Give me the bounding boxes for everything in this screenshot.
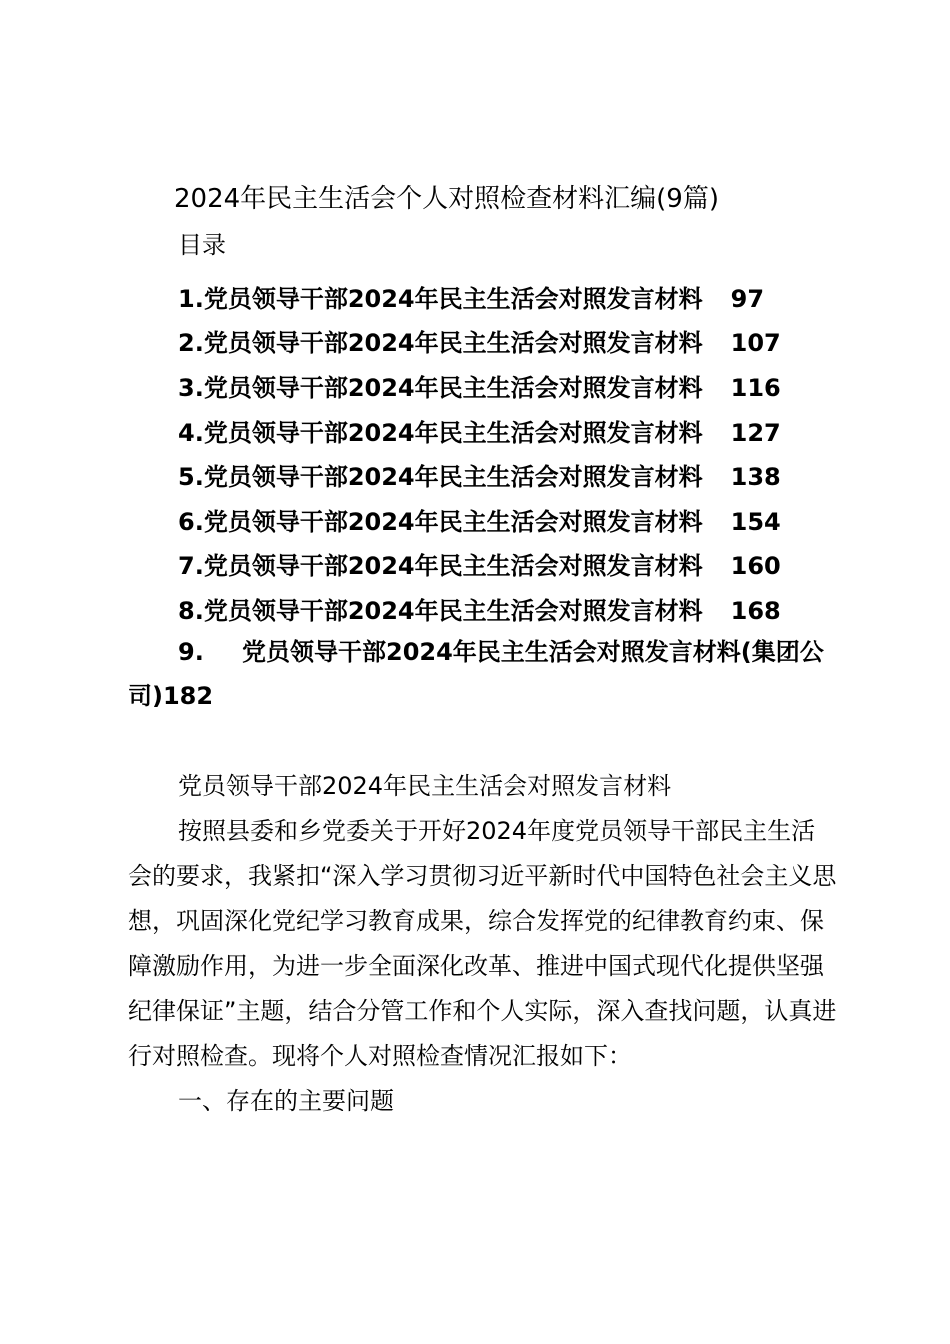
toc-entry-text: 6.党员领导干部2024年民主生活会对照发言材料 [178,507,703,536]
toc-entry[interactable] [178,497,828,542]
toc-entry[interactable] [178,542,828,587]
toc-entry-text: 2.党员领导干部2024年民主生活会对照发言材料 [178,329,703,358]
toc-entry-text: 1.党员领导干部2024年民主生活会对照发言材料 [178,284,703,313]
toc-entry-text: 5.党员领导干部2024年民主生活会对照发言材料 [178,463,703,492]
toc-entry-page: 107 [730,329,781,358]
toc-entry-text: 4.党员领导干部2024年民主生活会对照发言材料 [178,418,703,447]
toc-entry[interactable] [178,274,828,319]
toc-entry[interactable] [178,586,828,631]
toc-entry-page: 154 [730,507,781,536]
toc-link[interactable] [178,457,781,492]
toc-link[interactable] [178,368,781,403]
toc-entry[interactable] [178,452,828,497]
toc-entry-page: 127 [730,418,781,447]
speech-title: 党员领导干部2024年民主生活会对照发言材料 [178,772,672,800]
toc-entry-text: 党员领导干部2024年民主生活会对照发言材料(集团公司) [128,638,824,710]
toc-entry-text: 8.党员领导干部2024年民主生活会对照发言材料 [178,596,703,625]
toc-link[interactable] [178,413,781,448]
toc-entry-page: 97 [730,284,765,313]
toc-entry-text: 3.党员领导干部2024年民主生活会对照发言材料 [178,373,703,402]
document-body [128,764,838,1124]
toc-entry[interactable] [178,363,828,408]
toc-entry[interactable] [178,408,828,453]
toc-entry-text: 7.党员领导干部2024年民主生活会对照发言材料 [178,552,703,581]
toc-link[interactable] [178,279,764,314]
toc-entry-page: 160 [730,552,781,581]
toc-link[interactable] [178,323,781,358]
toc-entry-number: 9. [178,638,204,666]
toc-heading: 目录 [178,231,226,259]
toc-entry-page: 168 [730,596,781,625]
toc-entry-last[interactable] [128,630,838,718]
table-of-contents [178,274,828,631]
section-heading: 一、存在的主要问题 [178,1087,394,1115]
toc-entry-page: 138 [730,463,781,492]
document-title: 2024年民主生活会个人对照检查材料汇编(9篇) [174,184,719,214]
toc-entry-page: 182 [162,682,214,710]
toc-link[interactable] [178,546,781,581]
intro-paragraph: 按照县委和乡党委关于开好2024年度党员领导干部民主生活会的要求，我紧扣“深入学习贯彻习近平新时代中国特色社会主义思想，巩固深化党纪学习教育成果，综合发挥党的纪律教育约束、保障激励作用，为进一步全面深化改革、推进中国式现代化提供坚强纪律保证”主题，结合分管工作和个人实际，深入查找问题，认真进行对照检查。现将个人对照检查情况汇报如下： [128,817,837,1070]
toc-entry[interactable] [178,319,828,364]
toc-link[interactable] [178,591,781,626]
toc-link[interactable] [178,502,781,537]
toc-entry-page: 116 [730,373,781,402]
